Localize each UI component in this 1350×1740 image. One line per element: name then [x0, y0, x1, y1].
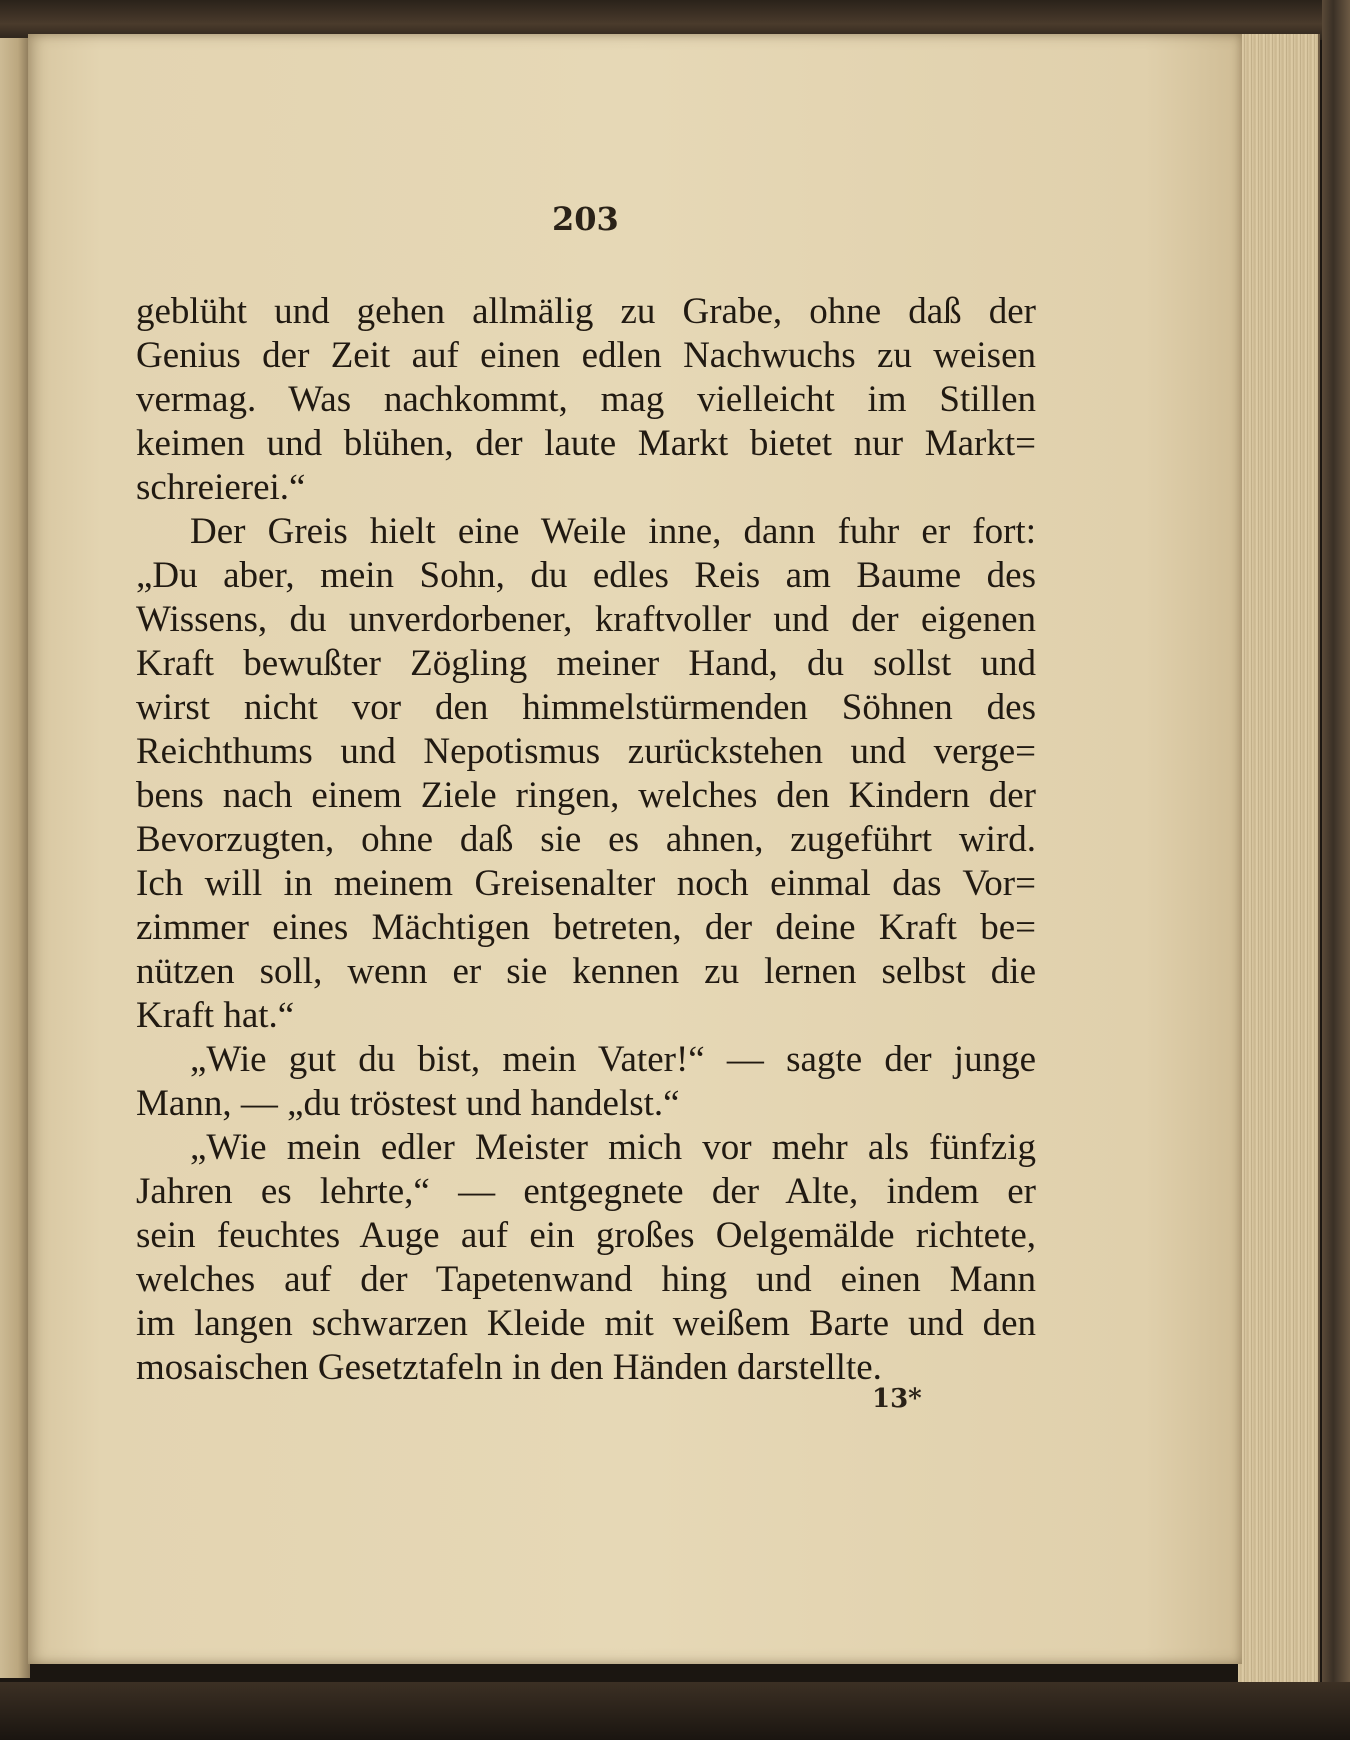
text-line: Kraft hat.“: [136, 995, 295, 1036]
body-text: [136, 290, 1036, 1390]
text-line: Reichthums und Nepotismus zurückstehen und verge=: [136, 731, 1036, 772]
text-line: welches auf der Tapetenwand hing und einen Mann: [136, 1259, 1036, 1300]
text-line: Jahren es lehrte,“ — entgegnete der Alte, indem er: [136, 1171, 1036, 1212]
text-line: zimmer eines Mächtigen betreten, der deine Kraft be=: [136, 907, 1036, 948]
text-line: geblüht und gehen allmälig zu Grabe, ohne daß der: [136, 291, 1036, 332]
text-line: Bevorzugten, ohne daß sie es ahnen, zugeführt wird.: [136, 819, 1036, 860]
text-line: sein feuchtes Auge auf ein großes Oelgemälde richtete,: [136, 1215, 1036, 1256]
text-line: „Wie mein edler Meister mich vor mehr als fünfzig: [190, 1127, 1036, 1168]
text-line: Genius der Zeit auf einen edlen Nachwuchs zu weisen: [136, 335, 1036, 376]
text-line: nützen soll, wenn er sie kennen zu lernen selbst die: [136, 951, 1036, 992]
text-line: vermag. Was nachkommt, mag vielleicht im Stillen: [136, 379, 1036, 420]
text-line: Kraft bewußter Zögling meiner Hand, du sollst und: [136, 643, 1036, 684]
text-line: mosaischen Gesetztafeln in den Händen darstellte.: [136, 1347, 882, 1388]
book-cover-bottom: [0, 1682, 1350, 1740]
text-line: schreierei.“: [136, 467, 306, 508]
text-line: keimen und blühen, der laute Markt bietet nur Markt=: [136, 423, 1036, 464]
text-line: Mann, — „du tröstest und handelst.“: [136, 1083, 680, 1124]
text-line: Der Greis hielt eine Weile inne, dann fuhr er fort:: [190, 511, 1036, 552]
facing-page-edge: [0, 38, 30, 1678]
signature-mark: 13*: [872, 1384, 922, 1414]
text-line: Ich will in meinem Greisenalter noch einmal das Vor=: [136, 863, 1036, 904]
page-stack-edge: [1238, 34, 1320, 1686]
text-line: bens nach einem Ziele ringen, welches den Kindern der: [136, 775, 1036, 816]
text-line: „Wie gut du bist, mein Vater!“ — sagte der junge: [190, 1039, 1036, 1080]
page-number: 203: [552, 200, 619, 238]
text-line: „Du aber, mein Sohn, du edles Reis am Baume des: [136, 555, 1036, 596]
text-line: Wissens, du unverdorbener, kraftvoller und der eigenen: [136, 599, 1036, 640]
text-line: wirst nicht vor den himmelstürmenden Söhnen des: [136, 687, 1036, 728]
text-line: im langen schwarzen Kleide mit weißem Barte und den: [136, 1303, 1036, 1344]
book-cover-right: [1322, 0, 1350, 1740]
